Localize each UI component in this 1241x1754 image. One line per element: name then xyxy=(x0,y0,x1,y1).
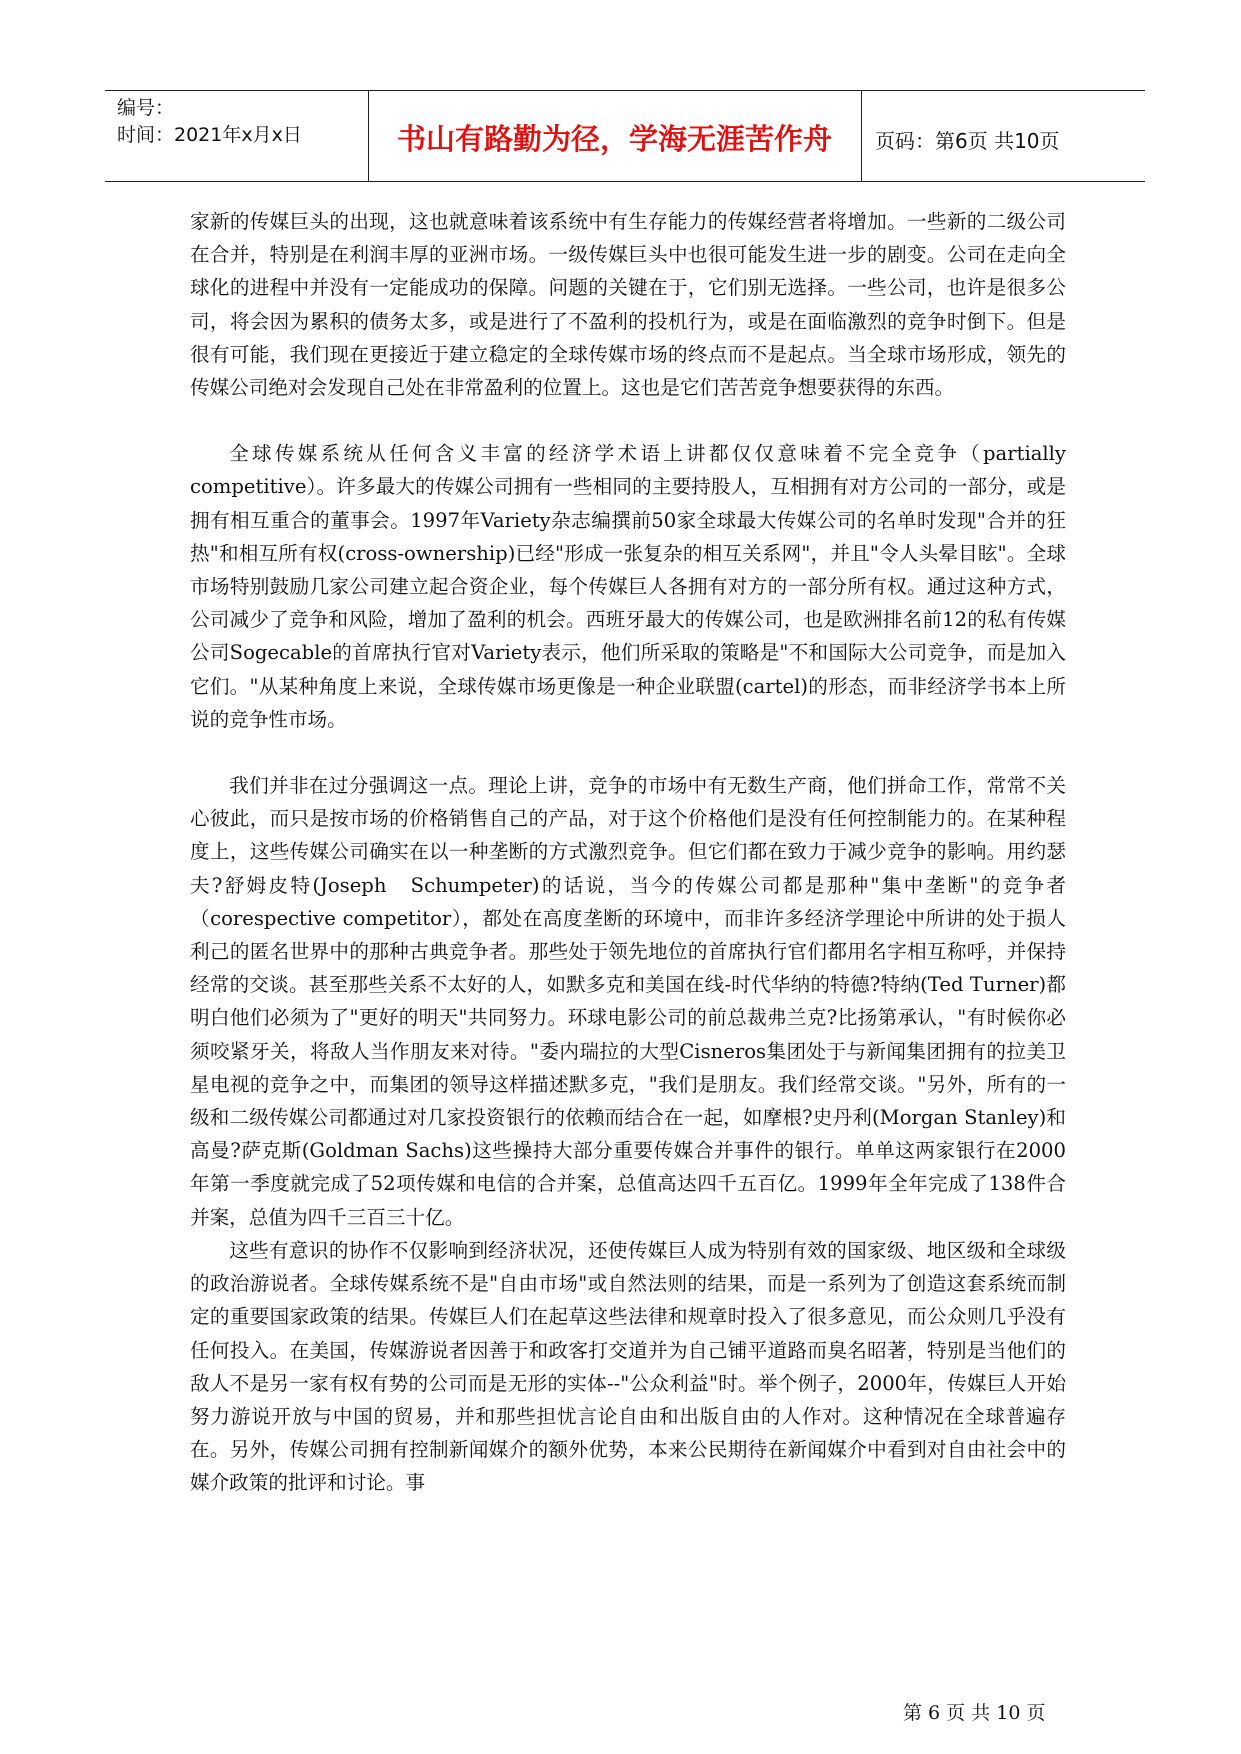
header-info-cell xyxy=(105,91,369,181)
paragraph: 我们并非在过分强调这一点。理论上讲，竞争的市场中有无数生产商，他们拼命工作，常常不关心彼此，而只是按市场的价格销售自己的产品，对于这个价格他们是没有任何控制能力的。在某种程度上，这些传媒公司确实在以一种垄断的方式激烈竞争。但它们都在致力于减少竞争的影响。用约瑟夫?舒姆皮特(Joseph Schumpeter)的话说，当今的传媒公司都是那种"集中垄断"的竞争者（corespective competitor），都处在高度垄断的环境中，而非许多经济学理论中所讲的处于损人利己的匿名世界中的那种古典竞争者。那些处于领先地位的首席执行官们都用名字相互称呼，并保持经常的交谈。甚至那些关系不太好的人，如默多克和美国在线-时代华纳的特德?特纳(Ted Turner)都明白他们必须为了"更好的明天"共同努力。环球电影公司的前总裁弗兰克?比扬第承认，"有时候你必须咬紧牙关，将敌人当作朋友来对待。"委内瑞拉的大型Cisneros集团处于与新闻集团拥有的拉美卫星电视的竞争之中，而集团的领导这样描述默多克，"我们是朋友。我们经常交谈。"另外，所有的一级和二级传媒公司都通过对几家投资银行的依赖而结合在一起，如摩根?史丹利(Morgan Stanley)和高曼?萨克斯(Goldman Sachs)这些操持大部分重要传媒合并事件的银行。单单这两家银行在2000年第一季度就完成了52项传媒和电信的合并案，总值高达四千五百亿。1999年全年完成了138件合并案，总值为四千三百三十亿。 xyxy=(190,774,1066,1229)
paragraph: 全球传媒系统从任何含义丰富的经济学术语上讲都仅仅意味着不完全竞争（partially competitive）。许多最大的传媒公司拥有一些相同的主要持股人，互相拥有对方公司的一部分，或是拥有相互重合的董事会。1997年Variety杂志编撰前50家全球最大传媒公司的名单时发现"合并的狂热"和相互所有权(cross-ownership)已经"形成一张复杂的相互关系网"，并且"令人头晕目眩"。全球市场特别鼓励几家公司建立起合资企业，每个传媒巨人各拥有对方的一部分所有权。通过这种方式，公司减少了竞争和风险，增加了盈利的机会。西班牙最大的传媒公司，也是欧洲排名前12的私有传媒公司Sogecable的首席执行官对Variety表示，他们所采取的策略是"不和国际大公司竞争，而是加入它们。"从某种角度上来说，全球传媒市场更像是一种企业联盟(cartel)的形态，而非经济学书本上所说的竞争性市场。 xyxy=(190,442,1066,731)
paragraph-continued: 家新的传媒巨头的出现，这也就意味着该系统中有生存能力的传媒经营者将增加。一些新的二级公司在合并，特别是在利润丰厚的亚洲市场。一级传媒巨头中也很可能发生进一步的剧变。公司在走向全球化的进程中并没有一定能成功的保障。问题的关键在于，它们别无选择。一些公司，也许是很多公司，将会因为累积的债务太多，或是进行了不盈利的投机行为，或是在面临激烈的竞争时倒下。但是很有可能，我们现在更接近于建立稳定的全球传媒市场的终点而不是起点。当全球市场形成，领先的传媒公司绝对会发现自己处在非常盈利的位置上。这也是它们苦苦竞争想要获得的东西。 xyxy=(190,210,1066,400)
header-page-code: 页码：第6页 共10页 xyxy=(875,129,1060,153)
document-time-label: 时间：2021年x月x日 xyxy=(117,124,302,146)
header-page-cell xyxy=(861,91,1145,181)
page-header xyxy=(105,90,1145,182)
header-motto: 书山有路勤为径，学海无涯苦作舟 xyxy=(396,122,832,156)
paragraph: 这些有意识的协作不仅影响到经济状况，还使传媒巨人成为特别有效的国家级、地区级和全球级的政治游说者。全球传媒系统不是"自由市场"或自然法则的结果，而是一系列为了创造这套系统而制定的重要国家政策的结果。传媒巨人们在起草这些法律和规章时投入了很多意见，而公众则几乎没有任何投入。在美国，传媒游说者因善于和政客打交道并为自己铺平道路而臭名昭著，特别是当他们的敌人不是另一家有权有势的公司而是无形的实体--"公众利益"时。举个例子，2000年，传媒巨人开始努力游说开放与中国的贸易，并和那些担忧言论自由和出版自由的人作对。这种情况在全球普遍存在。另外，传媒公司拥有控制新闻媒介的额外优势，本来公民期待在新闻媒介中看到对自由社会中的媒介政策的批评和讨论。事 xyxy=(190,1238,1066,1495)
header-motto-cell xyxy=(368,91,862,181)
document-number-label: 编号： xyxy=(117,97,175,119)
page-footer-number: 第 6 页 共 10 页 xyxy=(903,1702,1046,1724)
document-body xyxy=(190,205,1066,1500)
